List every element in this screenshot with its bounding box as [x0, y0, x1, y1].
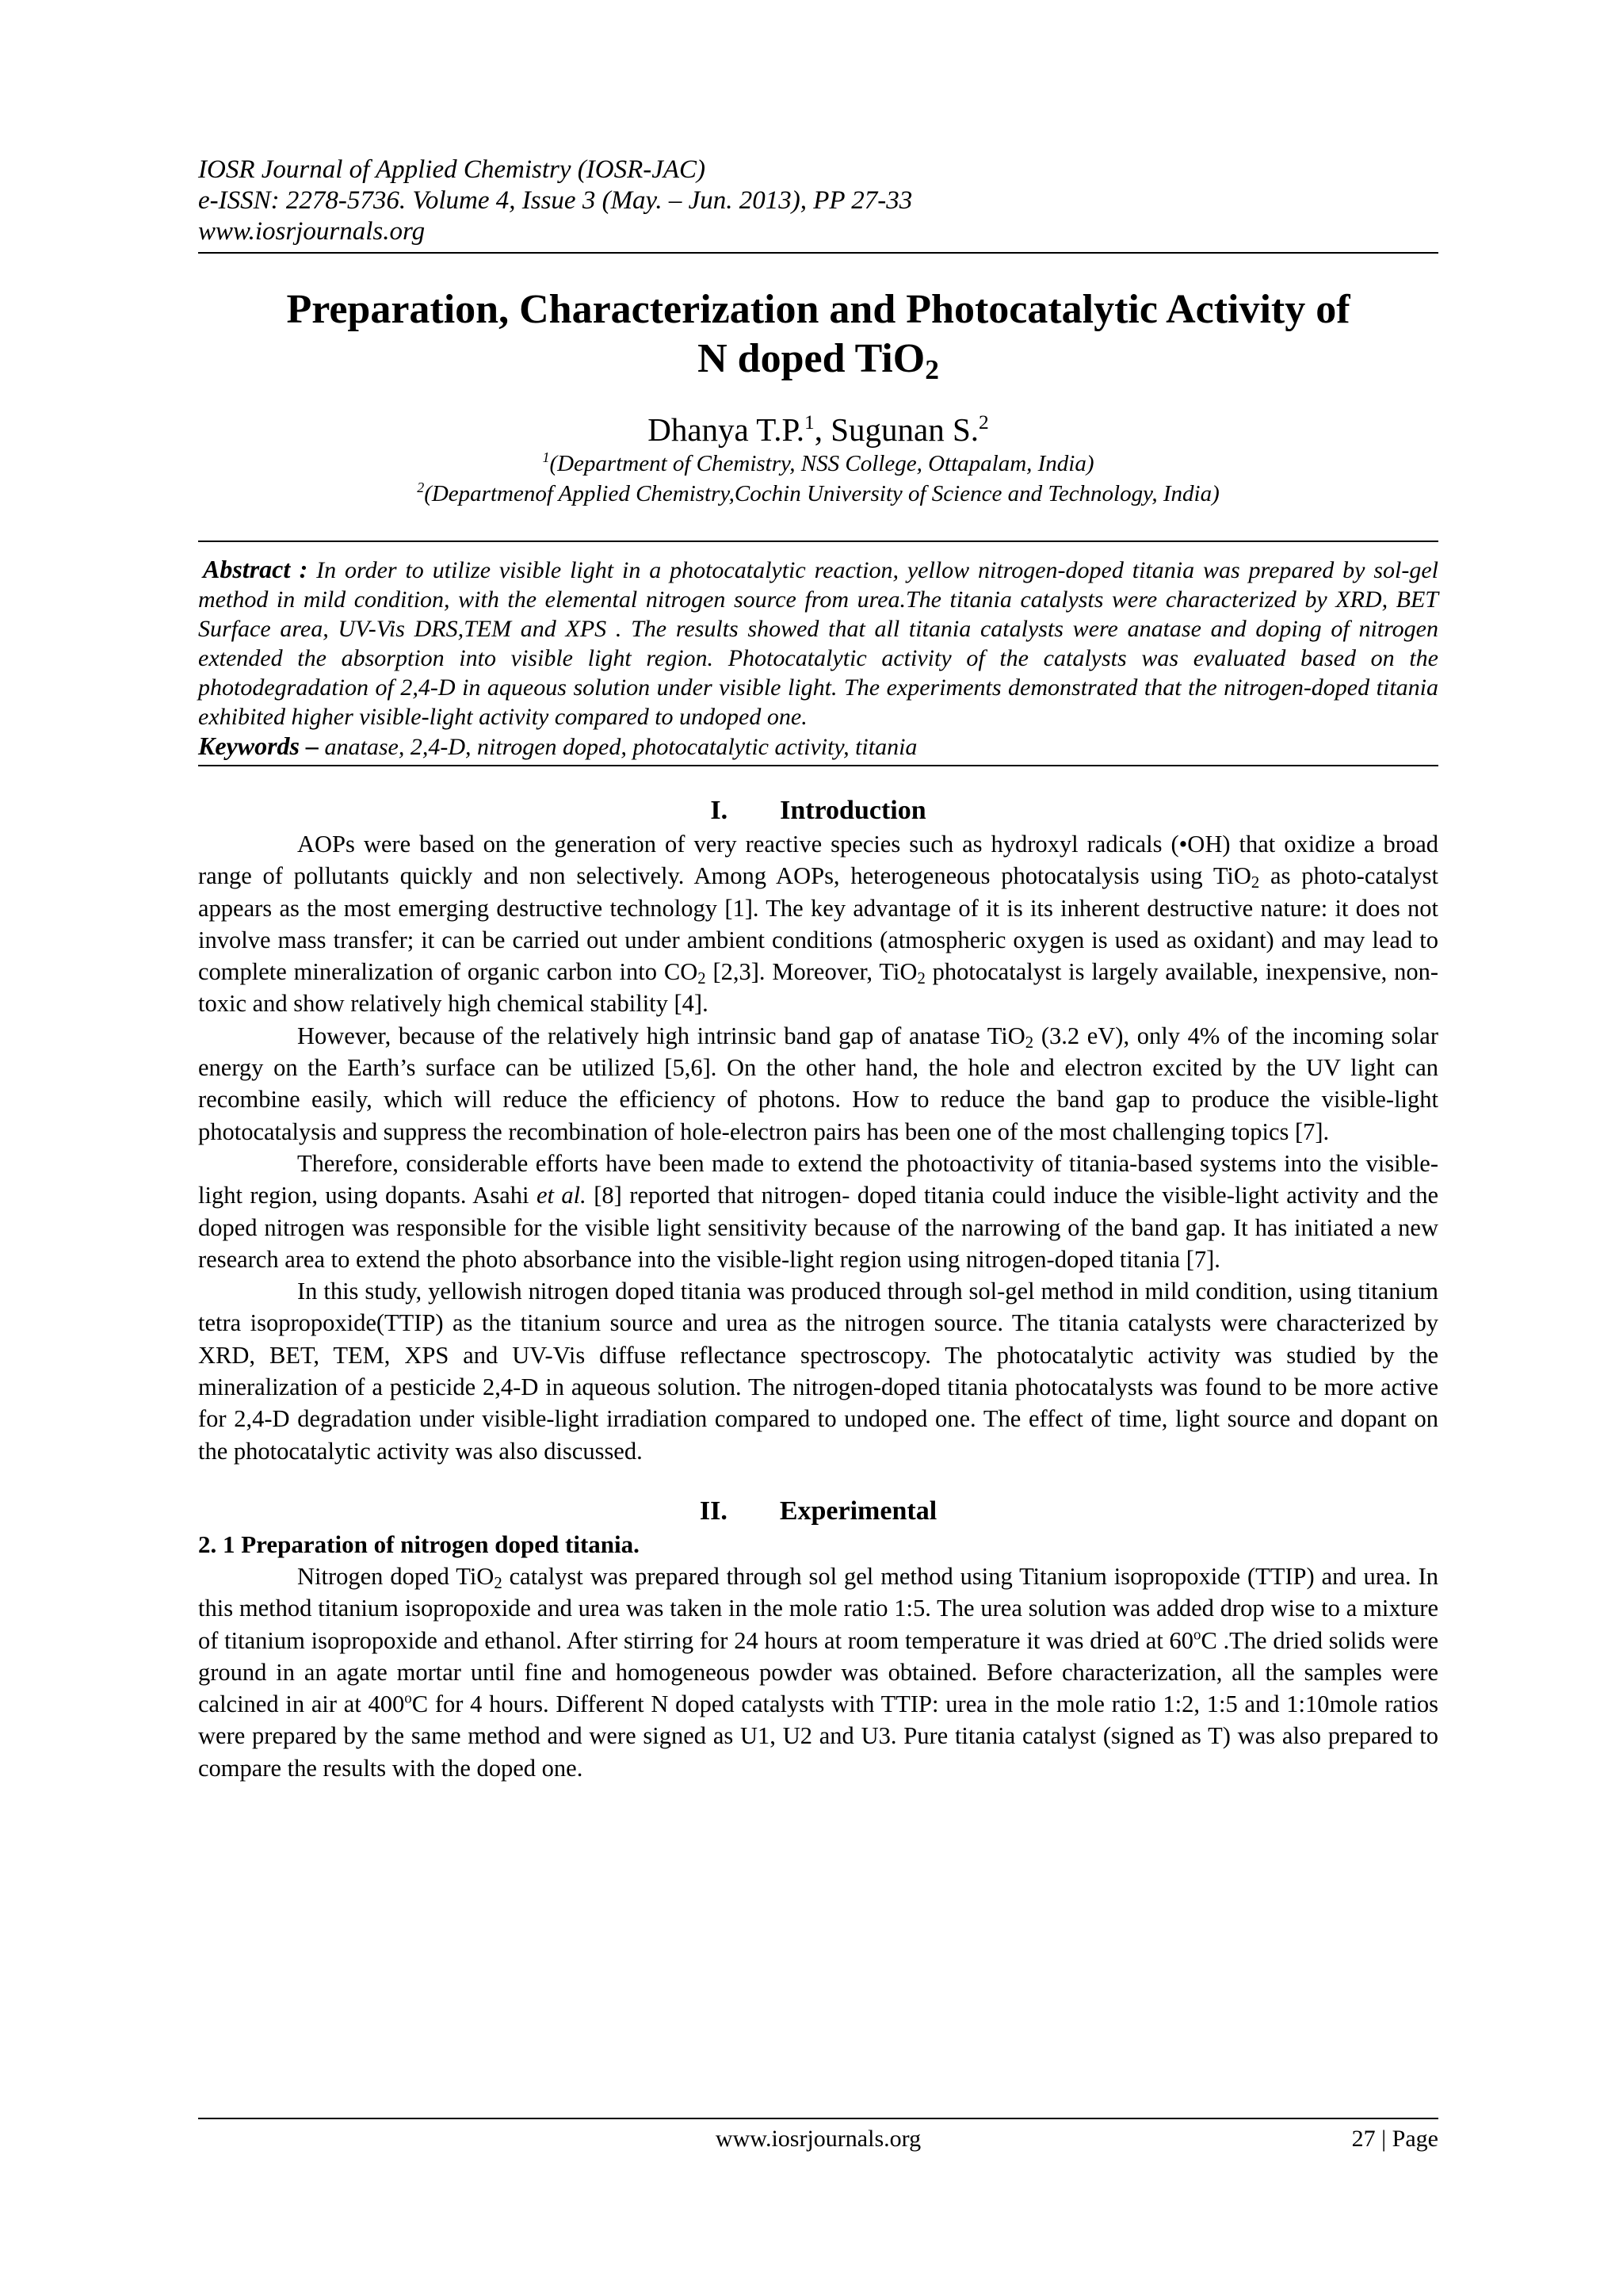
journal-website: www.iosrjournals.org [198, 217, 426, 246]
header-divider [198, 252, 1438, 254]
keywords [198, 732, 1438, 762]
abstract-block [198, 541, 1438, 766]
footer-divider [198, 2118, 1438, 2119]
author-2: Sugunan S. [831, 411, 980, 448]
paper-title [198, 285, 1438, 384]
keywords-label: Keywords – [198, 732, 319, 760]
section-heading-experimental: II. Experimental [699, 1496, 938, 1526]
section-heading-introduction: I. Introduction [710, 796, 926, 825]
journal-header [198, 155, 1438, 247]
journal-issue: e-ISSN: 2278-5736. Volume 4, Issue 3 (May. – Jun. 2013), PP 27-33 [198, 186, 913, 215]
page-number: 27 | Page [1351, 2126, 1438, 2152]
abstract [198, 555, 1438, 732]
abstract-text: In order to utilize visible light in a photocatalytic reaction, yellow nitrogen-doped titania was prepared by sol-gel method in mild condition, with the elemental nitrogen source from urea.The titania catalysts were characterized by XRD, BET Surface area, UV-Vis DRS,TEM and XPS . The results showed that all titania catalysts were anatase and doping of nitrogen extended the absorption into visible light region. Photocatalytic activity of the catalysts was evaluated based on the photodegradation of 2,4-D in aqueous solution under visible light. The experiments demonstrated that the nitrogen-doped titania exhibited higher visible-light activity compared to undoped one. [198, 557, 1439, 730]
footer-url: www.iosrjournals.org [715, 2126, 922, 2152]
page-content [198, 155, 1438, 1784]
keywords-text: anatase, 2,4-D, nitrogen doped, photocatalytic activity, titania [324, 734, 918, 760]
subsection-heading: 2. 1 Preparation of nitrogen doped titania. [198, 1530, 640, 1558]
abstract-label: Abstract : [203, 555, 308, 583]
affiliation-1: $^1$(Department of Chemistry, NSS College, Ottapalam, India) [542, 449, 1094, 476]
author-list: Dhanya T.P.$^1$, Sugunan S.$^2$ [647, 411, 989, 448]
abstract-bottom-divider [198, 765, 1438, 766]
intro-paragraph-1: AOPs were based on the generation of very reactive species such as hydroxyl radicals (•OH) that oxidize a broad range of pollutants quickly and non selectively. Among AOPs, heterogeneous photocatalysis using TiO$_2$ as photo-catalyst appears as the most emerging destructive technology [1]. The key advantage of it is its inherent destructive nature: it does not involve mass transfer; it can be carried out under ambient conditions (atmospheric oxygen is used as oxidant) and may lead to complete mineralization of organic carbon into $CO_2$ [2,3]. Moreover, TiO$_2$ photocatalyst is largely available, inexpensive, non-toxic and show relatively high chemical stability [4]. [198, 831, 1438, 1018]
intro-paragraph-4: In this study, yellowish nitrogen doped titania was produced through sol-gel method in mild condition, using titanium tetra isopropoxide(TTIP) as the titanium source and urea as the nitrogen source. The titania catalysts were characterized by XRD, BET, TEM, XPS and UV-Vis diffuse reflectance spectroscopy. The photocatalytic activity was studied by the mineralization of a pesticide 2,4-D in aqueous solution. The nitrogen-doped titania photocatalysts was found to be more active for 2,4-D degradation under visible-light irradiation compared to undoped one. The effect of time, light source and dopant on the photocatalytic activity was also discussed. [198, 1278, 1438, 1465]
author-1: Dhanya T.P. [647, 411, 805, 448]
title-line-1: Preparation, Characterization and Photocatalytic Activity of [286, 287, 1350, 332]
title-line-2: N doped TiO$_2$ [697, 336, 939, 385]
affiliation-2: $^2$(Departmenof Applied Chemistry,Cochin University of Science and Technology, India) [417, 479, 1220, 506]
abstract-top-divider [198, 541, 1438, 542]
page-footer [198, 2118, 1438, 2157]
experimental-paragraph-1: Nitrogen doped TiO$_2$ catalyst was prepared through sol gel method using Titanium isopropoxide (TTIP) and urea. In this method titanium isopropoxide and urea was taken in the mole ratio 1:5. The urea solution was added drop wise to a mixture of titanium isopropoxide and ethanol. After stirring for 24 hours at room temperature it was dried at 60$^o$C .The dried solids were ground in an agate mortar until fine and homogeneous powder was obtained. Before characterization, all the samples were calcined in air at 400$^o$C for 4 hours. Different N doped catalysts with TTIP: urea in the mole ratio 1:2, 1:5 and 1:10mole ratios were prepared by the same method and were signed as U1, U2 and U3. Pure titania catalyst (signed as T) was also prepared to compare the results with the doped one. [198, 1562, 1438, 1782]
intro-paragraph-3: Therefore, considerable efforts have been made to extend the photoactivity of titania-based systems into the visible-light region, using dopants. Asahi et al. [8] reported that nitrogen- doped titania could induce the visible-light activity and the doped nitrogen was responsible for the visible light sensitivity because of the narrowing of the band gap. It has initiated a new research area to extend the photo absorbance into the visible-light region using nitrogen-doped titania [7]. [198, 1149, 1438, 1273]
intro-paragraph-2: However, because of the relatively high intrinsic band gap of anatase TiO$_2$ (3.2 eV), only 4% of the incoming solar energy on the Earth’s surface can be utilized [5,6]. On the other hand, the hole and electron excited by the UV light can recombine easily, which will reduce the efficiency of photons. How to reduce the band gap to produce the visible-light photocatalysis and suppress the recombination of hole-electron pairs has been one of the most challenging topics [7]. [198, 1022, 1439, 1145]
journal-name: IOSR Journal of Applied Chemistry (IOSR-JAC) [198, 155, 706, 184]
